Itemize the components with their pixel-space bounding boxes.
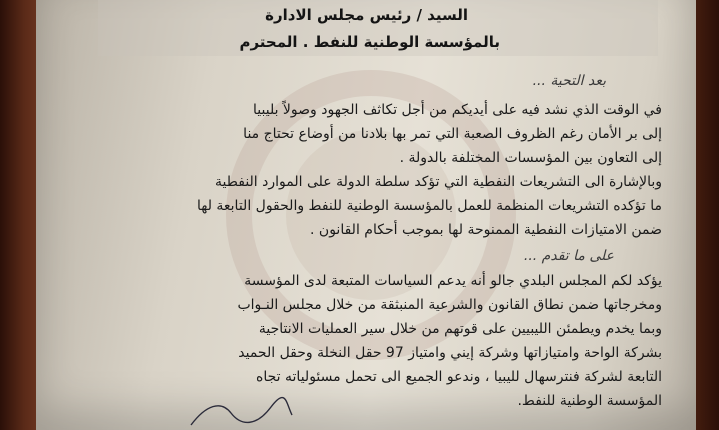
paragraph3-line: وبما يخدم ويطمئن الليبيين على قوتهم من خلال سير العمليات الانتاجية [258,321,662,337]
recipient-title: السيد / رئيس مجلس الادارة [265,6,468,24]
recipient-organization: بالمؤسسة الوطنية للنفط . المحترم [239,33,500,51]
section-heading: على ما تقدم ... [523,248,614,264]
background-left-edge [0,0,40,430]
paragraph2-line: ضمن الامتيازات النفطية الممنوحة لها بموجب أحكام القانون . [310,222,662,238]
paragraph2-line: ما تؤكده التشريعات المنظمة للعمل بالمؤسسة الوطنية للنفط والحقول التابعة لها [196,198,662,214]
paragraph1-line: إلى بر الأمان رغم الظروف الصعبة التي تمر بها بلادنا من أوضاع تحتاج منا [243,126,662,142]
paragraph3-line: التابعة لشركة فنترسهال لليبيا ، وندعو الجميع الى تحمل مسئولياته تجاه [256,369,662,385]
paragraph3-line: بشركة الواحة وامتيازاتها وشركة إيني وامتياز 97 حقل النخلة وحقل الحميد [238,345,662,361]
paragraph3-line: ومخرجاتها ضمن نطاق القانون والشرعية المنبثقة من خلال مجلس النـواب [237,297,662,313]
signature-scribble [186,395,296,430]
paragraph3-line: المؤسسة الوطنية للنفط. [517,393,662,409]
paragraph2-line: وبالإشارة الى التشريعات النفطية التي تؤكد سلطة الدولة على الموارد النفطية [215,174,662,190]
greeting: بعد التحية ... [532,73,606,89]
paragraph1-line: في الوقت الذي نشد فيه على أيديكم من أجل تكاثف الجهود وصولاً بليبيا [253,102,662,118]
paragraph3-line: يؤكد لكم المجلس البلدي جالو أنه يدعم السياسات المتبعة لدى المؤسسة [244,273,662,289]
letter-paper [36,0,696,430]
paragraph1-line: إلى التعاون بين المؤسسات المختلفة بالدولة . [399,150,662,166]
